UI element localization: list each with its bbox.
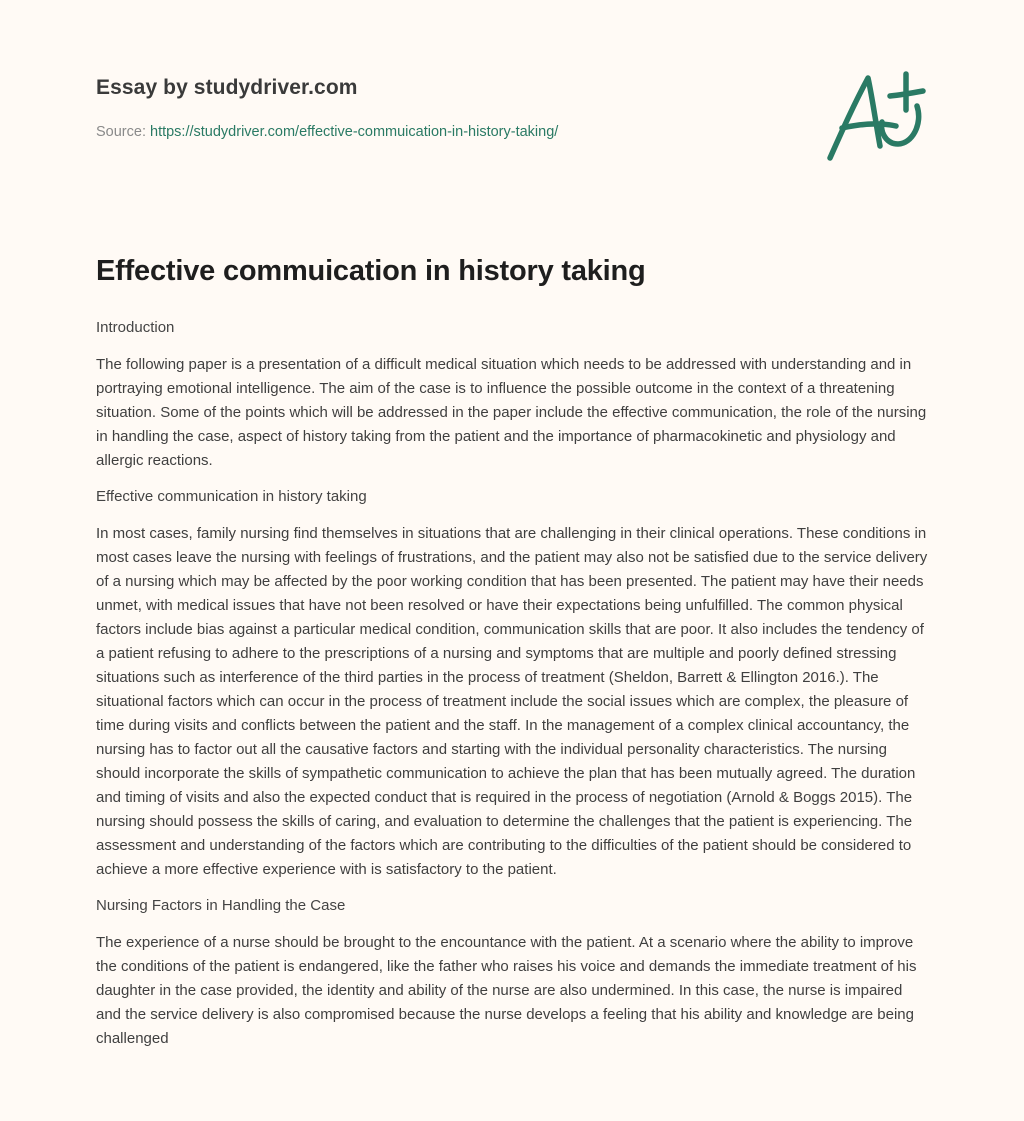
section-heading: Nursing Factors in Handling the Case (96, 897, 346, 914)
document-title: Effective commuication in history taking (96, 255, 646, 287)
section-paragraph: In most cases, family nursing find themselves in situations that are challenging in their clinical operations. These conditions in most cases leave the nursing with feelings of frustrations, and the patient may also not be satisfied due to the service delivery of a nursing which may be affected by the poor working condition that has been presented. The patient may have their needs unmet, with medical issues that have not been resolved or have their expectations being unfulfilled. The common physical factors include bias against a particular medical condition, communication skills that are poor. It also includes the tendency of a patient refusing to adhere to the prescriptions of a nursing and symptoms that are multiple and poorly defined stressing situations such as interference of the third parties in the process of treatment (Sheldon, Barrett & Ellington 2016.). The situational factors which can occur in the process of treatment include the social issues which are complex, the pleasure of time during visits and conflicts between the patient and the staff. In the management of a complex clinical accountancy, the nursing has to factor out all the causative factors and starting with the individual personality characteristics. The nursing should incorporate the skills of sympathetic communication to achieve the plan that has been mutually agreed. The duration and timing of visits and also the expected conduct that is required in the process of negotiation (Arnold & Boggs 2015). The nursing should possess the skills of caring, and evaluation to determine the challenges that the patient is experiencing. The assessment and understanding of the factors which are contributing to the difficulties of the patient should be considered to achieve a more effective experience with is satisfactory to the patient. (96, 525, 928, 878)
source-link[interactable]: https://studydriver.com/effective-commuication-in-history-taking/ (150, 124, 559, 140)
section-heading: Introduction (96, 319, 175, 336)
essay-content (96, 316, 928, 1063)
a-plus-logo-icon (820, 66, 930, 166)
section-paragraph: The experience of a nurse should be brought to the encountance with the patient. At a scenario where the ability to improve the conditions of the patient is endangered, like the father who raises his voice and demands the immediate treatment of his daughter in the case provided, the identity and ability of the nurse are also undermined. In this case, the nurse is impaired and the service delivery is also compromised because the nurse develops a feeling that his ability and knowledge are being challenged (96, 934, 917, 1047)
section-heading: Effective communication in history taking (96, 488, 367, 505)
source-label: Source: (96, 124, 150, 140)
source-line (96, 124, 558, 140)
section-paragraph: The following paper is a presentation of a difficult medical situation which needs to be addressed with understanding and in portraying emotional intelligence. The aim of the case is to influence the possible outcome in the context of a threatening situation. Some of the points which will be addressed in the paper include the effective communication, the role of the nursing in handling the case, aspect of history taking from the patient and the importance of pharmacokinetic and physiology and allergic reactions. (96, 356, 927, 469)
site-title: Essay by studydriver.com (96, 76, 358, 99)
